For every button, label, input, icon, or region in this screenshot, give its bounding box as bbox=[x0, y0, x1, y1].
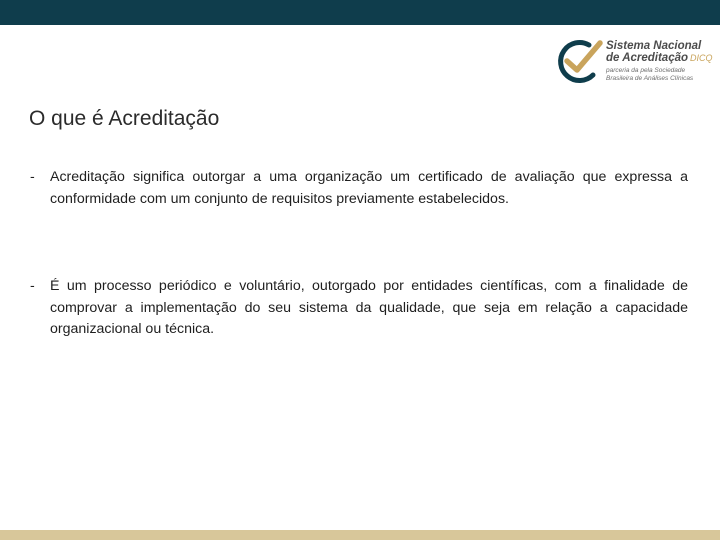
bullet-item-1 bbox=[30, 167, 688, 210]
top-header-bar bbox=[0, 0, 720, 25]
logo-line-2 bbox=[606, 52, 716, 64]
bullet-item-2 bbox=[30, 276, 688, 341]
logo-dicq: DICQ bbox=[690, 53, 713, 64]
bullet-marker: - bbox=[30, 278, 35, 294]
bullet-text-2: É um processo periódico e voluntário, outorgado por entidades científicas, com a finalidade de comprovar a implementação do seu sistema da qualidade, que seja em relação a capacidade organizacional ou técnica. bbox=[50, 278, 688, 337]
dicq-logo bbox=[553, 37, 713, 97]
logo-line-4: Brasileira de Análises Clínicas bbox=[606, 75, 694, 83]
logo-line-2-main: de Acreditação bbox=[606, 52, 689, 65]
bullet-marker: - bbox=[30, 169, 35, 185]
slide-title: O que é Acreditação bbox=[29, 107, 220, 130]
bullet-text-1: Acreditação significa outorgar a uma organização um certificado de avaliação que expressa a conformidade com um conjunto de requisitos previamente estabelecidos. bbox=[50, 169, 688, 207]
bottom-footer-bar bbox=[0, 530, 720, 540]
logo-line-3: parceria da pela Sociedade bbox=[606, 67, 686, 75]
logo-line-1: Sistema Nacional bbox=[606, 40, 702, 52]
logo-wordmark bbox=[606, 40, 716, 83]
logo-check-emblem-icon bbox=[553, 37, 605, 89]
